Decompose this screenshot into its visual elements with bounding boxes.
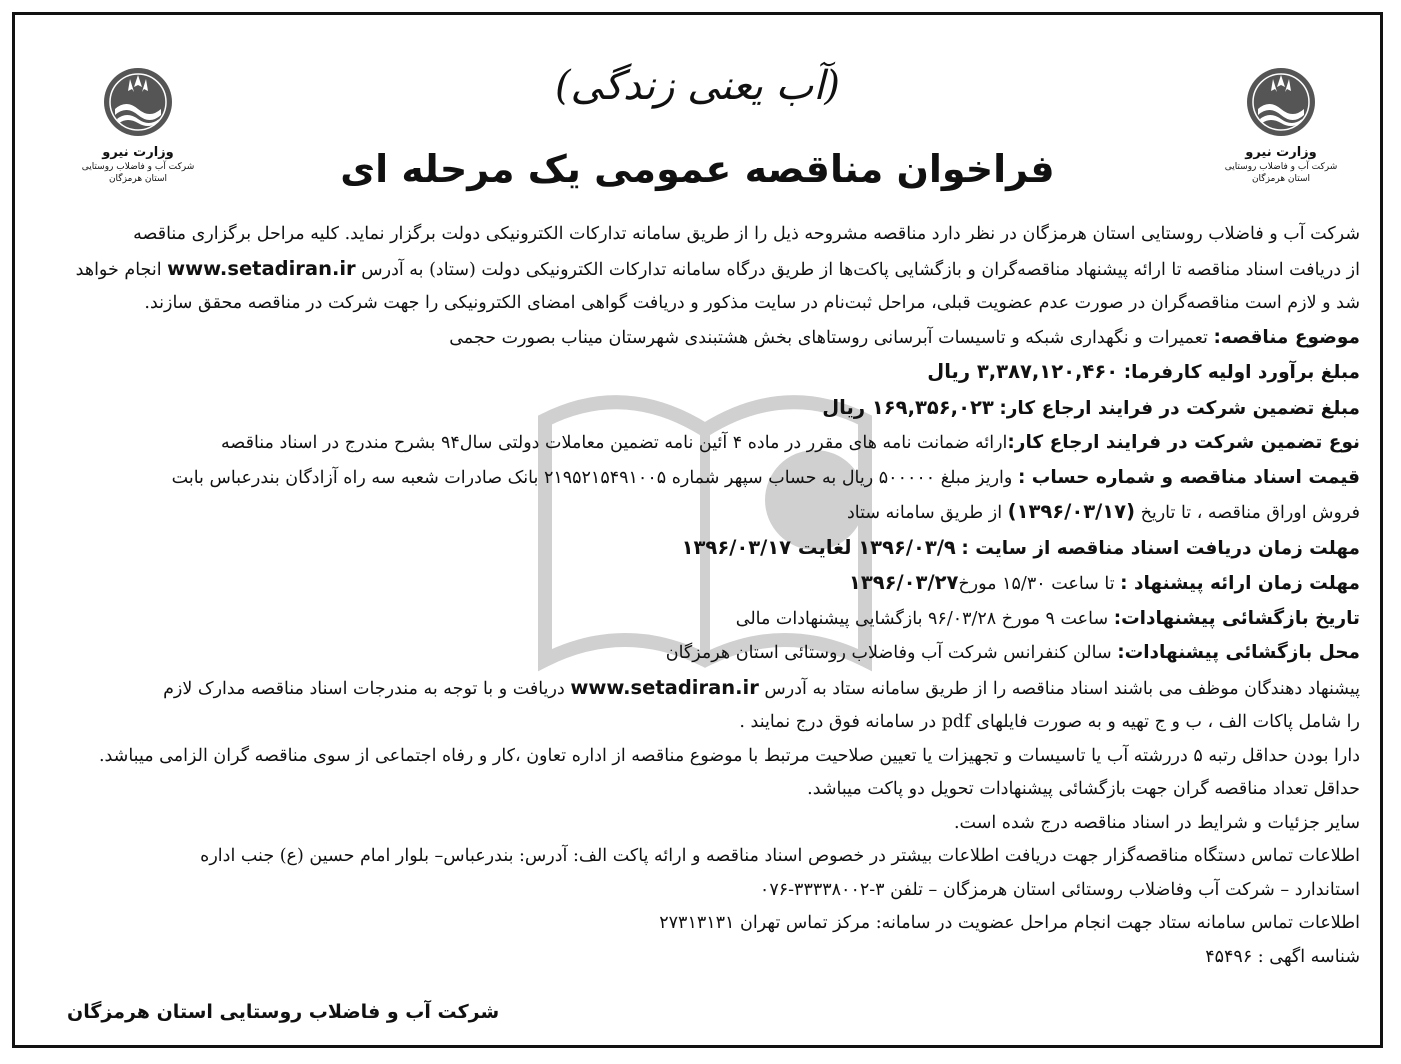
opening-date-text: ساعت ۹ مورخ ۹۶/۰۳/۲۸ بازگشایی پیشنهادات مالی bbox=[735, 608, 1109, 629]
intro-line bbox=[55, 252, 1360, 288]
intro-line: شرکت آب و فاضلاب روستایی استان هرمزگان در نظر دارد مناقصه مشروحه ذیل را از طریق سامانه تدارکات الکترونیکی دولت برگزار نماید. کلیه مراحل برگزاری مناقصه bbox=[133, 224, 1360, 244]
guarantee-type-label: نوع تضمین شرکت در فرایند ارجاع کار: bbox=[1007, 432, 1360, 453]
opening-place-line bbox=[55, 636, 1360, 671]
estimate-value: ۳,۳۸۷,۱۲۰,۴۶۰ ریال bbox=[927, 360, 1119, 383]
subject-label: موضوع مناقصه: bbox=[1213, 326, 1360, 348]
doc-deadline-value: ۱۳۹۶/۰۳/۹ لغایت ۱۳۹۶/۰۳/۱۷ bbox=[681, 535, 956, 559]
doc-deadline-label: مهلت زمان دریافت اسناد مناقصه از سایت : bbox=[961, 537, 1360, 559]
bidders-line bbox=[55, 671, 1360, 707]
bidders-text: پیشنهاد دهندگان موظف می باشند اسناد مناقصه را از طریق سامانه ستاد به آدرس bbox=[764, 678, 1360, 699]
offer-deadline-text: تا ساعت ۱۵/۳۰ مورخ bbox=[958, 574, 1115, 594]
notice-header bbox=[15, 15, 1380, 220]
offer-deadline-line bbox=[55, 566, 1360, 602]
doc-price-label: قیمت اسناد مناقصه و شماره حساب : bbox=[1017, 466, 1360, 488]
pdf-format: pdf bbox=[941, 712, 971, 732]
bidders-text: دریافت و با توجه به مندرجات اسناد مناقصه مدارک لازم bbox=[163, 678, 565, 699]
requirement-line: سایر جزئیات و شرایط در اسناد مناقصه درج شده است. bbox=[953, 812, 1360, 833]
company-name-small: شرکت آب و فاضلاب روستایی bbox=[81, 162, 195, 172]
offer-deadline-date: ۱۳۹۶/۰۳/۲۷ bbox=[848, 571, 959, 594]
guarantee-amount-label: مبلغ تضمین شرکت در فرایند ارجاع کار: bbox=[999, 397, 1360, 419]
bidders-line bbox=[55, 706, 1360, 740]
doc-price-text: فروش اوراق مناقصه ، تا تاریخ bbox=[1140, 503, 1360, 523]
offer-deadline-label: مهلت زمان ارائه پیشنهاد : bbox=[1120, 573, 1360, 594]
notice-frame bbox=[12, 12, 1383, 1048]
intro-line: شد و لازم است مناقصه‌گران در صورت عدم عضویت قبلی، مراحل ثبت‌نام در سایت مذکور و دریافت گواهی امضای الکترونیکی را جهت شرکت در مناقصه محقق سازند. bbox=[144, 293, 1360, 313]
subject-line bbox=[55, 321, 1360, 356]
estimate-line bbox=[55, 355, 1360, 391]
doc-deadline-line bbox=[55, 531, 1360, 567]
opening-place-text: سالن کنفرانس شرکت آب وفاضلاب روستائی استان هرمزگان bbox=[665, 643, 1112, 663]
opening-place-label: محل بازگشائی پیشنهادات: bbox=[1117, 642, 1360, 663]
opening-date-line bbox=[55, 602, 1360, 637]
guarantee-amount-line bbox=[55, 391, 1360, 427]
ministry-name: وزارت نیرو bbox=[1245, 145, 1317, 160]
guarantee-type-line bbox=[55, 426, 1360, 461]
ad-id: شناسه اگهی : ۴۵۴۹۶ bbox=[1205, 946, 1360, 967]
doc-price-text: واریز مبلغ ۵۰۰۰۰۰ ریال به حساب سپهر شماره ۲۱۹۵۲۱۵۴۹۱۰۰۵ بانک صادرات شعبه سه راه آزادگان بندرعباس بابت bbox=[171, 467, 1013, 488]
company-name-small: شرکت آب و فاضلاب روستایی bbox=[1224, 162, 1338, 172]
page-title: فراخوان مناقصه عمومی یک مرحله ای bbox=[340, 147, 1055, 191]
contact-line: استاندارد – شرکت آب وفاضلاب روستائی استان هرمزگان – تلفن ۳-۳۳۳۳۸۰۰۲-۰۷۶ bbox=[759, 879, 1360, 900]
ministry-name: وزارت نیرو bbox=[102, 145, 174, 160]
footer-company-name: شرکت آب و فاضلاب روستایی استان هرمزگان bbox=[67, 1001, 500, 1023]
contact-line: اطلاعات تماس دستگاه مناقصه‌گزار جهت دریافت اطلاعات بیشتر در خصوص اسناد مناقصه و ارائه پاکت الف: آدرس: بندرعباس– بلوار امام حسین (ع) جنب اداره bbox=[200, 846, 1360, 866]
doc-price-line bbox=[55, 495, 1360, 531]
requirement-line: دارا بودن حداقل رتبه ۵ دررشته آب یا تاسیسات و تجهیزات یا تعیین صلاحیت مرتبط با موضوع مناقصه از اداره تعاون ،کار و رفاه اجتماعی از سوی مناقصه گران الزامی میباشد. bbox=[98, 745, 1360, 766]
contact-line: اطلاعات تماس سامانه ستاد جهت انجام مراحل عضویت در سامانه: مرکز تماس تهران ۲۷۳۱۳۱۳۱ bbox=[659, 913, 1360, 933]
opening-date-label: تاریخ بازگشائی پیشنهادات: bbox=[1113, 607, 1360, 629]
guarantee-type-text: ارائه ضمانت نامه های مقرر در ماده ۴ آئین نامه تضمین معاملات دولتی سال۹۴ بشرح مندرج در اسناد مناقصه bbox=[221, 433, 1008, 453]
intro-text: از دریافت اسناد مناقصه تا ارائه پیشنهاد مناقصه‌گران و بازگشایی پاکت‌ها از طریق درگاه سامانه تدارکات الکترونیکی دولت (ستاد) به آدرس bbox=[361, 259, 1360, 280]
notice-body bbox=[55, 218, 1360, 974]
subject-text: تعمیرات و نگهداری شبکه و تاسیسات آبرسانی روستاهای بخش هشتبندی شهرستان میناب بصورت حجمی bbox=[449, 327, 1208, 348]
guarantee-amount-value: ۱۶۹,۳۵۶,۰۲۳ ریال bbox=[822, 395, 994, 419]
doc-price-line bbox=[55, 461, 1360, 496]
setad-url-link[interactable]: www.setadiran.ir bbox=[570, 675, 759, 699]
estimate-label: مبلغ برآورد اولیه کارفرما: bbox=[1123, 362, 1360, 383]
slogan: (آب یعنی زندگی) bbox=[554, 63, 841, 109]
setad-url-link[interactable]: www.setadiran.ir bbox=[167, 256, 356, 280]
province-name-small: استان هرمزگان bbox=[1251, 174, 1311, 184]
province-name-small: استان هرمزگان bbox=[108, 174, 168, 184]
bidders-text: در سامانه فوق درج نمایند . bbox=[739, 712, 937, 732]
doc-price-text: از طریق سامانه ستاد bbox=[847, 503, 1003, 523]
bidders-text: را شامل پاکات الف ، ب و ج تهیه و به صورت فایلهای bbox=[976, 712, 1360, 732]
doc-price-date: (۱۳۹۶/۰۳/۱۷) bbox=[1007, 500, 1135, 523]
intro-text: انجام خواهد bbox=[75, 259, 162, 280]
requirement-line: حداقل تعداد مناقصه گران جهت بازگشائی پیشنهادات تحویل دو پاکت میباشد. bbox=[807, 779, 1360, 799]
